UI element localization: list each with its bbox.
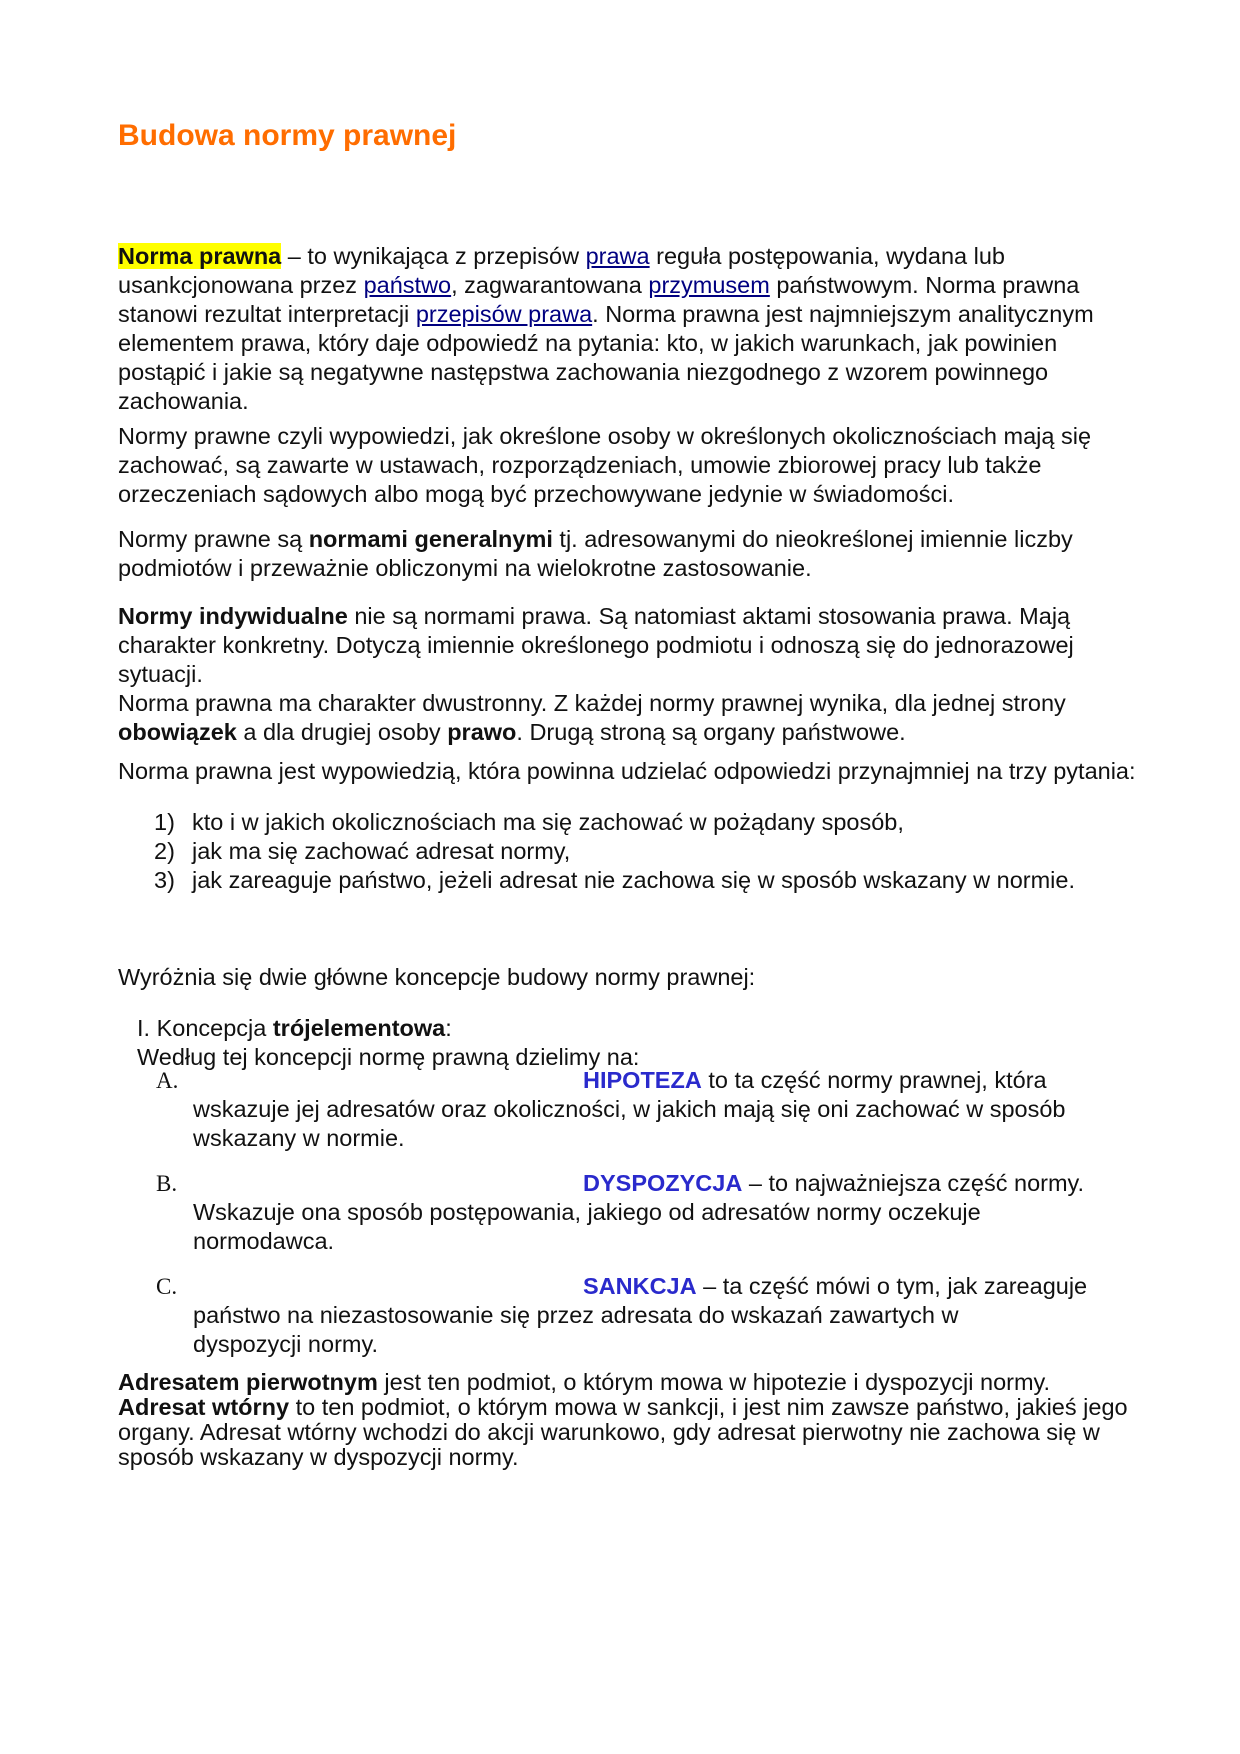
list-item: 1) kto i w jakich okolicznościach ma się zachować w pożądany sposób, [154,809,904,835]
element-sankcja: C. SANKCJA – ta część mówi o tym, jak zareaguje państwo na niezastosowanie się przez adresata do wskazań zawartych w dyspozycji normy. [156,1273,1088,1357]
link-panstwo[interactable]: państwo [363,272,452,298]
bold-term: trójelementowa [272,1015,446,1041]
link-przymusem[interactable]: przymusem [648,272,770,298]
list-marker: C. [156,1274,178,1299]
bold-term: Adresatem pierwotnym [118,1369,378,1395]
highlighted-term: Norma prawna [118,243,282,269]
bold-term: Normy indywidualne [118,603,348,629]
bold-term: normami generalnymi [308,526,553,552]
element-hipoteza: A. HIPOTEZA to ta część normy prawnej, która wskazuje jej adresatów oraz okoliczności, w jakich mają się oni zachować w sposób wskazany w normie. [156,1067,1066,1151]
link-przepisow-prawa[interactable]: przepisów prawa [415,301,593,327]
questions-list [118,808,1138,895]
list-marker: A. [156,1068,179,1093]
paragraph-concepts-intro: Wyróżnia się dwie główne koncepcje budowy normy prawnej: [118,964,756,990]
concept-intro: Według tej koncepcji normę prawną dzielimy na: [137,1044,640,1070]
link-prawa[interactable]: prawa [585,243,650,269]
list-marker: B. [156,1171,178,1196]
paragraph-addressees: Adresatem pierwotnym jest ten podmiot, o którym mowa w hipotezie i dyspozycji normy. Adresat wtórny to ten podmiot, o którym mowa w sankcji, i jest nim zawsze państwo, jakieś jego organy. Adresat wtórny wchodzi do akcji warunkowo, gdy adresat pierwotny nie zachowa się w sposób wskazany w dyspozycji normy. [118,1369,1128,1470]
paragraph-definition: Norma prawna – to wynikająca z przepisów prawa reguła postępowania, wydana lub usankcjonowana przez państwo, zagwarantowana przymusem państwowym. Norma prawna stanowi rezultat interpretacji przepisów prawa. Norma prawna jest najmniejszym analitycznym elementem prawa, który daje odpowiedź na pytania: kto, w jakich warunkach, jak powinien postąpić i jakie są negatywne następstwa zachowania niezgodnego z wzorem powinnego zachowania. [118,243,1094,414]
list-item: 2) jak ma się zachować adresat normy, [154,838,571,864]
concept-heading: I. Koncepcja trójelementowa: Według tej koncepcji normę prawną dzielimy na: [137,1015,640,1070]
element-dyspozycja: B. DYSPOZYCJA – to najważniejsza część normy. Wskazuje ona sposób postępowania, jakiego od adresatów normy oczekuje normodawca. [156,1170,1085,1254]
term-dyspozycja: DYSPOZYCJA [583,1170,743,1196]
bold-term: prawo [447,719,517,745]
bold-term: obowiązek [118,719,237,745]
term-hipoteza: HIPOTEZA [583,1067,702,1093]
paragraph-individual-norms: Normy indywidualne nie są normami prawa. Są natomiast aktami stosowania prawa. Mają charakter konkretny. Dotyczą imiennie określonego podmiotu i odnoszą się do jednorazowej sytuacji. Norma prawna ma charakter dwustronny. Z każdej normy prawnej wynika, dla jednej strony obowiązek a dla drugiej osoby prawo. Drugą stroną są organy państwowe. [118,603,1074,745]
list-item: 3) jak zareaguje państwo, jeżeli adresat nie zachowa się w sposób wskazany w normie. [154,867,1076,893]
paragraph-general-norms: Normy prawne są normami generalnymi tj. adresowanymi do nieokreślonej imiennie liczby podmiotów i przeważnie obliczonymi na wielokrotne zastosowanie. [118,526,1073,581]
page-title: Budowa normy prawnej [118,119,457,152]
paragraph-questions-intro: Norma prawna jest wypowiedzią, która powinna udzielać odpowiedzi przynajmniej na trzy pytania: [118,758,1136,784]
bold-term: Adresat wtórny [118,1394,290,1420]
paragraph-norms-statements: Normy prawne czyli wypowiedzi, jak określone osoby w określonych okolicznościach mają się zachować, są zawarte w ustawach, rozporządzeniach, umowie zbiorowej pracy lub także orzeczeniach sądowych albo mogą być przechowywane jedynie w świadomości. [118,423,1092,507]
term-sankcja: SANKCJA [583,1273,697,1299]
